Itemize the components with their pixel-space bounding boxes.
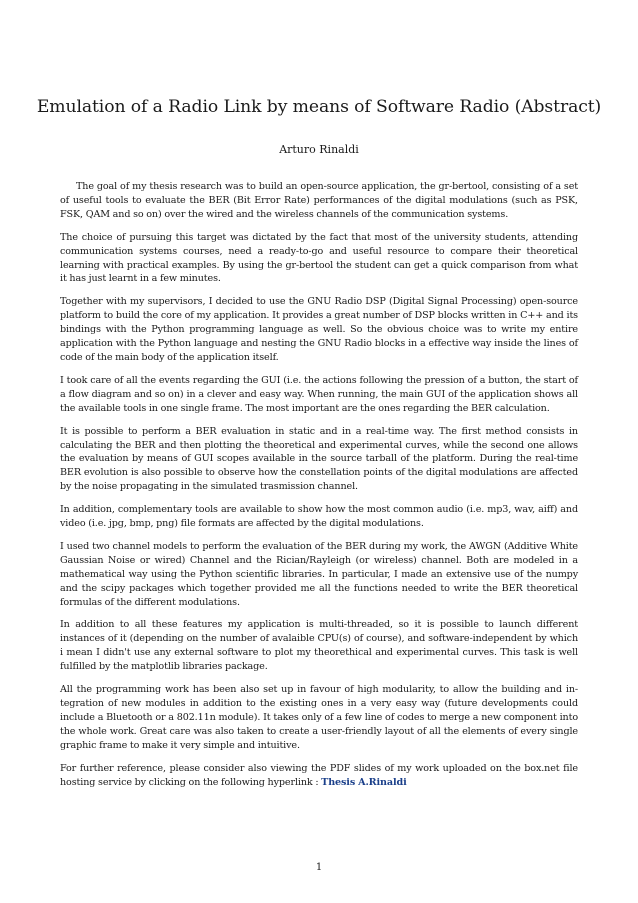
thesis-hyperlink[interactable]: Thesis A.Rinaldi (321, 776, 407, 788)
paragraph-10 (60, 762, 578, 790)
paragraph-3: Together with my supervisors, I decided to use the GNU Radio DSP (Digital Signal Processing) open-source platform to build the core of my application. It provides a great number of DSP blocks written in C++ and its bindings with the Python programming language as well. So the obvious choice was to write my entire application with the Python language and nesting the GNU Radio blocks in a effective way inside the lines of code of the main body of the application itself. (60, 296, 578, 363)
page-number: 1 (315, 862, 323, 873)
paragraph-5: It is possible to perform a BER evaluation in static and in a real-time way. The first method consists in calculating the BER and then plotting the theoretical and experimental curves, while the second one allows the evaluation by means of GUI scopes available in the source tarball of the platform. During the real-time BER evolution is also possible to observe how the constellation points of the digital modulations are affected by the noise propagating in the simulated trasmission channel. (60, 425, 578, 493)
paragraph-9: All the programming work has been also set up in favour of high modularity, to allow the building and in-tegration of new modules in addition to the existing ones in a very easy way (future developments could include a Bluetooth or a 802.11n module). It takes only of a few line of codes to merge a new component into the whole work. Great care was also taken to create a user-friendly layout of all the elements of every single graphic frame to make it very simple and intuitive. (60, 684, 578, 751)
page-title: Emulation of a Radio Link by means of Software Radio (Abstract) (36, 97, 602, 117)
author-name: Arturo Rinaldi (279, 143, 359, 156)
paragraph-7: I used two channel models to perform the evaluation of the BER during my work, the AWGN (Additive White Gaussian Noise or wired) Channel and the Rician/Rayleigh (or wireless) channel. Both are modeled in a mathematical way using the Python scientific libraries. In particular, I made an extensive use of the numpy and the scipy packages which together provided me all the functions needed to write the BER theoretical formulas of the different modulations. (60, 540, 578, 608)
paragraph-2: The choice of pursuing this target was dictated by the fact that most of the university students, attending communication systems courses, need a ready-to-go and useful resource to compare their theoretical learning with practical examples. By using the gr-bertool the student can get a quick comparison from what it has just learnt in a few minutes. (60, 231, 578, 285)
paragraph-8: In addition to all these features my application is multi-threaded, so it is possible to launch different instances of it (depending on the number of avalaible CPU(s) of course), and software-independent by which i mean I didn't use any external software to plot my theorethical and experimental curves. This task is well fulfilled by the matplotlib libraries package. (60, 619, 578, 673)
paragraph-6: In addition, complementary tools are available to show how the most common audio (i.e. mp3, wav, aiff) and video (i.e. jpg, bmp, png) file formats are affected by the digital modulations. (60, 504, 578, 530)
abstract-body (60, 180, 578, 798)
paragraph-1: The goal of my thesis research was to build an open-source application, the gr-bertool, consisting of a set of useful tools to evaluate the BER (Bit Error Rate) performances of the digital modulations (such as PSK, FSK, QAM and so on) over the wired and the wireless channels of the communication systems. (60, 181, 578, 220)
paragraph-4: I took care of all the events regarding the GUI (i.e. the actions following the pression of a button, the start of a flow diagram and so on) in a clever and easy way. When running, the main GUI of the application shows all the available tools in one single frame. The most important are the ones regarding the BER calculation. (60, 374, 578, 414)
paragraph-10-text: For further reference, please consider also viewing the PDF slides of my work uploaded on the box.net file hosting service by clicking on the following hyperlink : (60, 762, 578, 788)
